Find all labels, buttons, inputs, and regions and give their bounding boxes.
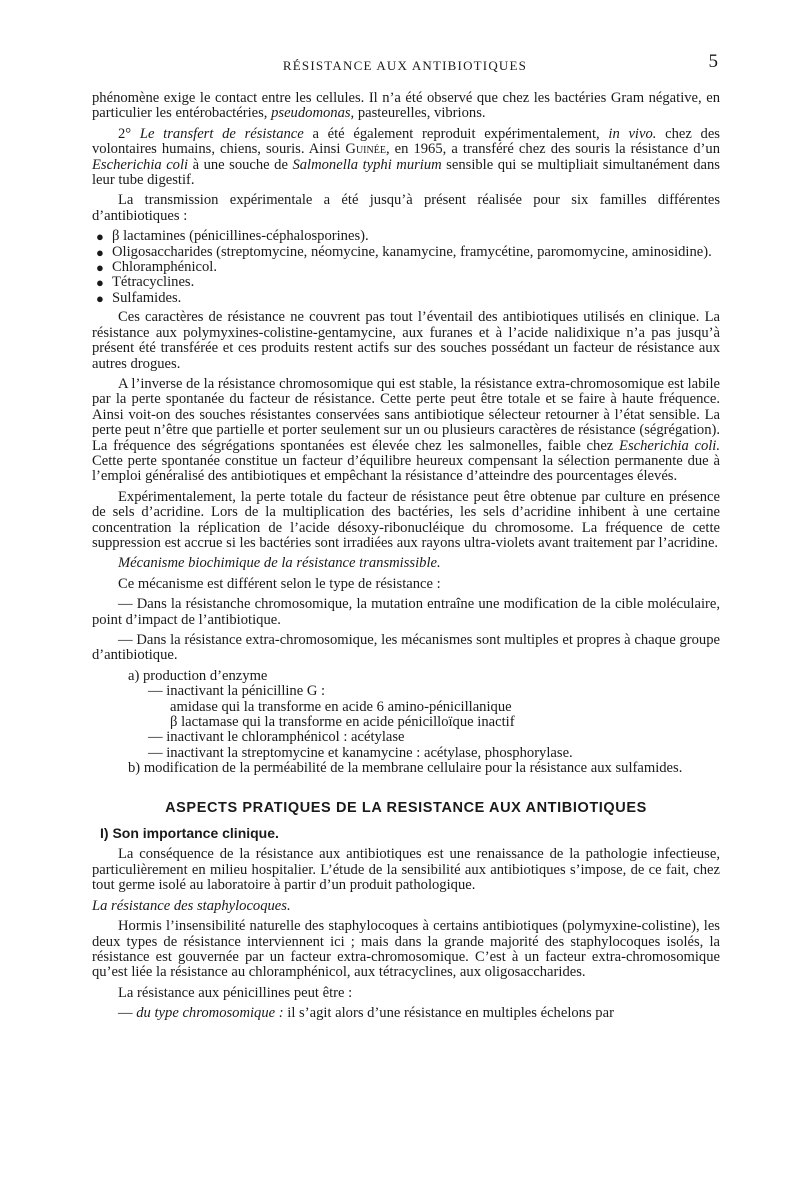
- paragraph: La transmission expérimentale a été jusqu’à présent réalisée pour six familles différentes d’antibiotiques :: [92, 192, 720, 224]
- list-item: ● Sulfamides.: [96, 289, 182, 306]
- author-name: Guinée: [345, 141, 386, 158]
- page-header: [92, 51, 718, 76]
- page-number: 5: [708, 51, 718, 72]
- subheading-mechanism: Mécanisme biochimique de la résistance transmissible.: [118, 555, 441, 572]
- list-item: β lactamase qui la transforme en acide pénicilloïque inactif: [170, 714, 515, 731]
- paragraph: phénomène exige le contact entre les cellules. Il n’a été observé que chez les bactéries Gram négative, en particulier les entérobactéries, pseudomonas, pasteurelles, vibrions.: [92, 90, 720, 122]
- list-item: — inactivant la streptomycine et kanamycine : acétylase, phosphorylase.: [148, 744, 573, 761]
- subheading-staphylococcus: La résistance des staphylocoques.: [92, 897, 291, 914]
- paragraph: — du type chromosomique : il s’agit alors d’une résistance en multiples échelons par: [118, 1005, 614, 1022]
- bullet-icon: ●: [96, 229, 104, 245]
- bullet-icon: ●: [96, 244, 104, 260]
- mechanism-a: a) production d’enzyme: [128, 667, 268, 684]
- list-item: ● Oligosaccharides (streptomycine, néomycine, kanamycine, framycétine, paromomycine, aminosidine).: [96, 243, 712, 260]
- subsection-title: I) Son importance clinique.: [100, 825, 279, 842]
- running-title: RÉSISTANCE AUX ANTIBIOTIQUES: [282, 58, 528, 73]
- paragraph: — Dans la résistanche chromosomique, la mutation entraîne une modification de la cible moléculaire, point d’impact de l’antibiotique.: [92, 596, 720, 628]
- bullet-icon: ●: [96, 260, 104, 276]
- list-item: amidase qui la transforme en acide 6 amino-pénicillanique: [170, 698, 512, 715]
- antibiotic-families-list: [92, 229, 720, 306]
- document-body: [92, 91, 720, 1027]
- mechanism-b: b) modification de la perméabilité de la membrane cellulaire pour la résistance aux sulfamides.: [128, 760, 683, 777]
- list-item: ● Chloramphénicol.: [96, 259, 217, 276]
- paragraph: La résistance aux pénicillines peut être :: [118, 984, 353, 1001]
- paragraph: Hormis l’insensibilité naturelle des staphylocoques à certains antibiotiques (polymyxine-colistine), les deux types de résistance interviennent ici ; mais dans la grande majorité des staphylocoques isolés, la résistance est gouvernée par un facteur extra-chromosomique. C’est à un facteur extra-chromosomique qu’est liée la résistance au chloramphénicol, aux tétracyclines, aux oligosaccharides.: [92, 918, 720, 981]
- list-item: ● Tétracyclines.: [96, 274, 195, 291]
- paragraph: Expérimentalement, la perte totale du facteur de résistance peut être obtenue par culture en présence de sels d’acridine. Lors de la multiplication des bactéries, les sels d’acridine inhibent à une certaine concentration la réplication de l’acide désoxy-ribonucléique du chromosome. La fréquence de cette suppression est accrue si les bactéries sont irradiées aux rayons ultra-violets avant traitement par l’acridine.: [92, 488, 720, 551]
- bullet-icon: ●: [96, 290, 104, 306]
- bullet-icon: ●: [96, 275, 104, 291]
- paragraph: A l’inverse de la résistance chromosomique qui est stable, la résistance extra-chromosomique est labile par la perte spontanée du facteur de résistance. Cette perte peut être totale et se faire à haute fréquence. Ainsi voit-on des souches résistantes conservées sans antibiotique sélecteur retourner à l’état sensible. La perte peut n’être que partielle et porter seulement sur un ou plusieurs caractères de résistance (ségrégation). La fréquence des ségrégations spontanées est élevée chez les salmonelles, faible chez Escherichia coli. Cette perte spontanée constitue un facteur d’équilibre heureux compensant la sélection permanente due à l’emploi généralisé des antibiotiques et empêchant la résistance d’atteindre des pourcentages élevés.: [92, 375, 720, 485]
- paragraph: — Dans la résistance extra-chromosomique, les mécanismes sont multiples et propres à chaque groupe d’antibiotique.: [92, 632, 720, 664]
- list-item: — inactivant la pénicilline G :: [148, 683, 326, 700]
- paragraph: Ces caractères de résistance ne couvrent pas tout l’éventail des antibiotiques utilisés en clinique. La résistance aux polymyxines-colistine-gentamycine, aux furanes et à l’acide nalidixique n’a pas jusqu’à présent été transférée et ces produits restent actifs sur des souches possédant un facteur de résistance aux autres drogues.: [92, 309, 720, 372]
- paragraph: Ce mécanisme est différent selon le type de résistance :: [118, 575, 441, 592]
- list-item: — inactivant le chloramphénicol : acétylase: [148, 729, 405, 746]
- paragraph: La conséquence de la résistance aux antibiotiques est une renaissance de la pathologie infectieuse, particulièrement en milieu hospitalier. L’étude de la sensibilité aux antibiotiques s’impose, de ce fait, chez tout germe isolé au laboratoire à partir d’un produit pathologique.: [92, 846, 720, 894]
- section-title: ASPECTS PRATIQUES DE LA RESISTANCE AUX ANTIBIOTIQUES: [165, 799, 647, 816]
- list-item: ● β lactamines (pénicillines-céphalosporines).: [96, 228, 369, 245]
- paragraph: 2° Le transfert de résistance a été également reproduit expérimentalement, in vivo. chez des volontaires humains, chiens, souris. Ainsi Guinée, en 1965, a transféré chez des souris la résistance d’un Escherichia coli à une souche de Salmonella typhi murium sensible qui se multipliait simultanément dans leur tube digestif.: [92, 125, 720, 189]
